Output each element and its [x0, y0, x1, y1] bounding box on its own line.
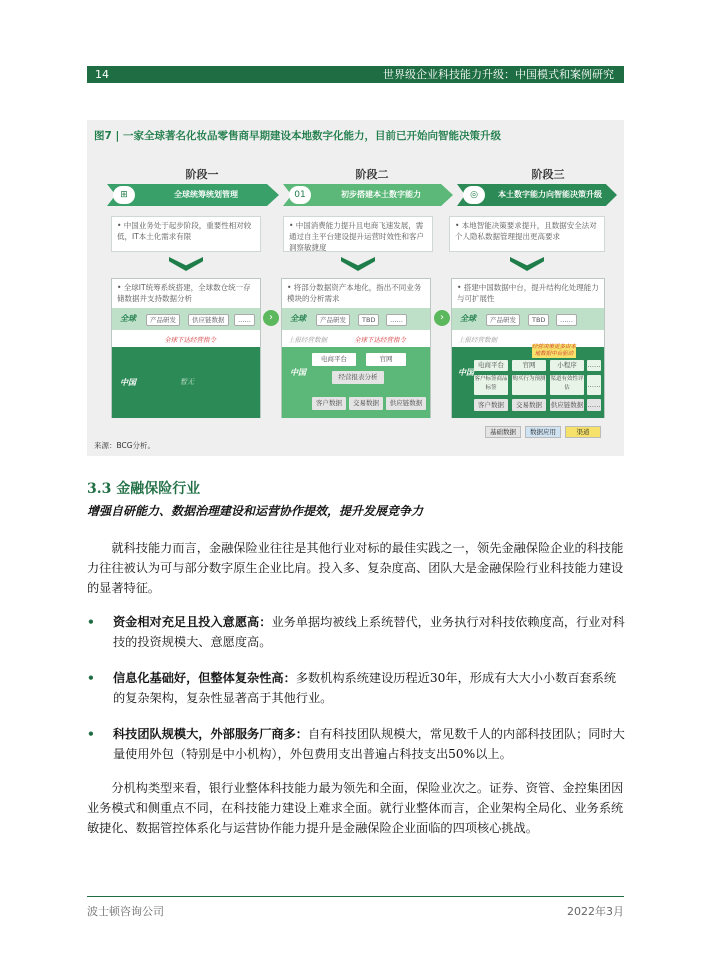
legend-data-application: 数据应用: [525, 426, 561, 438]
bullet-item: • 科技团队规模大，外部服务厂商多：自有科技团队规模大，常见数千人的内部科技团队；同时大量使用外包（特别是中小机构），外包费用支出普遍占科技支出50%以上。: [87, 724, 627, 764]
footer-company: 波士顿咨询公司: [87, 905, 164, 918]
global-bar: 全球 产品研发 TBD ……: [282, 308, 430, 330]
stage-1-name: 阶段一: [185, 168, 219, 181]
bullet-item: • 信息化基础好，但整体复杂性高：多数机构系统建设历程近30年，形成有大大小小数百套系统的复杂架构，复杂性显著高于其他行业。: [87, 668, 627, 708]
bullet-icon: •: [87, 727, 95, 741]
legend-basic-data: 基础数据: [485, 426, 521, 438]
footer-divider: [87, 896, 624, 897]
stage-1-problem: • 中国业务处于起步阶段，重要性相对较低，IT本土化需求有限: [111, 216, 261, 252]
figure-7: [87, 120, 624, 456]
report-title: 世界级企业科技能力升级：中国模式和案例研究: [383, 68, 614, 81]
stage-3-problem: • 本地智能决策要求提升，且数据安全法对个人隐私数据管理提出更高要求: [449, 216, 605, 252]
instruction-label: 全球下达经营指令: [164, 336, 216, 344]
down-chevron-icon: [341, 257, 375, 271]
network-icon: ⊞: [113, 186, 135, 204]
china-block: 中国 暂无: [112, 347, 260, 418]
global-bar: 全球 产品研发 TBD ……: [452, 308, 604, 330]
section-subheading: 增强自研能力、数据治理建设和运营协作提效，提升发展竞争力: [87, 504, 424, 518]
china-block: 中国 电商平台 官网 经营报表分析 客户数据 交易数据 供应链数据: [282, 347, 430, 418]
binary-icon: 01: [289, 186, 311, 204]
stage-2-panel: • 将部分数据资产本地化，指出不同业务模块的分析需求 全球 产品研发 TBD …… 上报经营数据 全球下达经营指令 中国 电商平台 官网 经营报表分析 客户数据 交易数据 供应链数据: [281, 278, 431, 418]
stage-2-problem: • 中国消费能力提升且电商飞速发展，需通过自主平台建设提升运营时效性和客户洞察敏捷度: [283, 216, 433, 252]
intro-paragraph: 就科技能力而言，金融保险业往往是其他行业对标的最佳实践之一，领先金融保险企业的科技能力往往被认为可与部分数字原生企业比肩。投入多、复杂度高、团队大是金融保险行业科技能力建设的显著特征。: [87, 541, 624, 595]
down-chevron-icon: [169, 257, 203, 271]
stage-2-name: 阶段二: [355, 168, 389, 181]
page-number: 14: [95, 68, 109, 81]
next-arrow-icon: ›: [263, 310, 279, 326]
stage-2-bar: 01 初步搭建本土数字能力: [283, 184, 453, 206]
stage-3-name: 阶段三: [531, 168, 565, 181]
footer-date: 2022年3月: [567, 905, 624, 918]
bullet-item: • 资金相对充足且投入意愿高：业务单据均被线上系统替代，业务执行对科技依赖度高，行业对科技的投资规模大、意愿度高。: [87, 612, 627, 652]
stage-3-panel: • 搭建中国数据中台，提升结构化处理能力与可扩展性 全球 产品研发 TBD …… 上报经营数据 经营决策更多由本地数据中台驱动 中国 电商平台 官网 小程序 …… 客户标签商品标签 购买行为预测 渠道有效性评估 …… 客户数据 交易数据 供应链数据 ……: [451, 278, 605, 418]
stage-1-panel: • 全球IT统筹系统搭建，全球数仓统一存储数据并支持数据分析 全球 产品研发 供应链数据 …… 全球下达经营指令 中国 暂无: [111, 278, 261, 418]
brain-icon: ◎: [463, 186, 485, 204]
closing-paragraph: 分机构类型来看，银行业整体科技能力最为领先和全面，保险业次之。证券、资管、金控集团因业务模式和侧重点不同，在科技能力建设上难求全面。就行业整体而言，企业架构全局化、业务系统敏捷化、数据管控体系化与运营协作能力提升是金融保险企业面临的四项核心挑战。: [87, 781, 624, 835]
next-arrow-icon: ›: [434, 310, 450, 326]
page-header: [87, 66, 624, 83]
legend-channel: 渠道: [565, 426, 601, 438]
figure-title: 图7 | 一家全球著名化妆品零售商早期建设本地数字化能力，目前已开始向智能决策升级: [94, 130, 501, 142]
stage-1-bar: ⊞ 全球统筹统划管理: [107, 184, 279, 206]
china-block: 经营决策更多由本地数据中台驱动 中国 电商平台 官网 小程序 …… 客户标签商品标签 购买行为预测 渠道有效性评估 …… 客户数据 交易数据 供应链数据 ……: [452, 347, 604, 418]
stage-3-bar: ◎ 本土数字能力向智能决策升级: [457, 184, 617, 206]
global-bar: 全球 产品研发 供应链数据 ……: [112, 308, 260, 330]
down-chevron-icon: [510, 257, 544, 271]
figure-source: 来源：BCG分析。: [94, 441, 156, 450]
section-heading: 3.3 金融保险行业: [87, 481, 201, 497]
bullet-icon: •: [87, 671, 95, 685]
bullet-icon: •: [87, 615, 95, 629]
